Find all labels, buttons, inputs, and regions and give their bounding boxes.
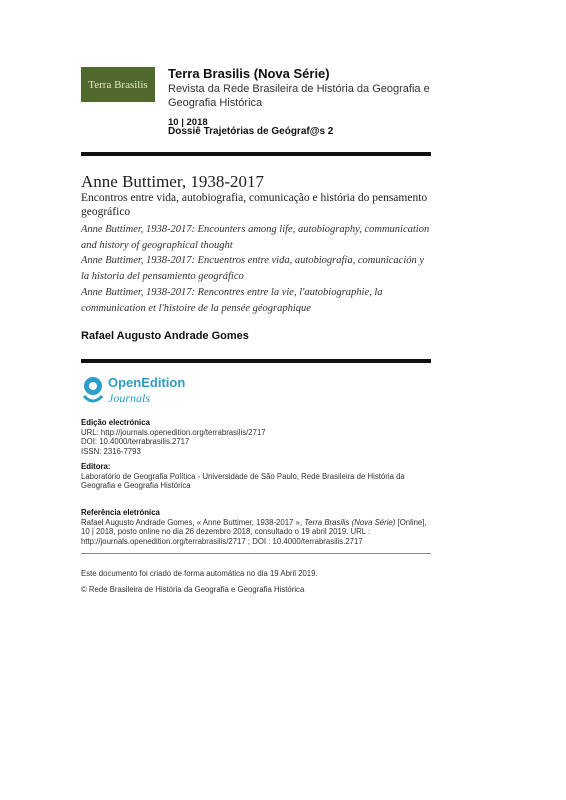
referencia-block [81,508,436,546]
referencia-journal: Terra Brasilis (Nova Série) [304,517,396,527]
article-title: Anne Buttimer, 1938-2017 [81,172,264,191]
editora-heading: Editora: [81,462,111,471]
openedition-name: OpenEdition [108,375,186,390]
article-subtitle: Encontros entre vida, autobiografia, comunicação e história do pensamento geográfico [81,192,428,218]
logo-text: Terra Brasilis [88,78,148,91]
referencia-part2: [Online], 10 | 2018, posto online no dia 26 dezembro 2018, consultado o 19 abril 2019. URL : http://journals.openedition.org/terrabrasilis/2717 ; DOI : 10.4000/terrabrasilis.2717 [81,517,427,546]
issue-number: 10 | 2018 [168,117,208,128]
alt-title-fr: Anne Buttimer, 1938-2017: Rencontres entre la vie, l'autobiographie, la communication et l'histoire de la pensée géographique [81,287,383,314]
alt-title-en: Anne Buttimer, 1938-2017: Encounters among life, autobiography, communication and history of geographical thought [81,224,430,251]
editora-text: Laboratório de Geografia Política - Universidade de São Paulo, Rede Brasileira de História da Geografia e Geografia Histórica [81,471,405,490]
edicao-url[interactable]: URL: http://journals.openedition.org/terrabrasilis/2717 [81,427,266,437]
header-divider [81,152,431,156]
edicao-heading: Edição electrónica [81,418,150,427]
edicao-doi[interactable]: DOI: 10.4000/terrabrasilis.2717 [81,437,190,446]
edicao-block [81,418,436,456]
generated-note: Este documento foi criado de forma automática no dia 19 Abril 2019. [81,569,318,578]
dossier-title: Dossiê Trajetórias de Geógraf@s 2 [168,126,334,137]
alt-title-es: Anne Buttimer, 1938-2017: Encuentros entre vida, autobiografía, comunicación y la historia del pensamiento geográfico [81,255,425,282]
referencia-text [81,518,436,547]
editora-block [81,462,436,491]
referencia-heading: Referência eletrónica [81,508,160,517]
journal-logo [81,67,155,102]
referencia-part1: Rafael Augusto Andrade Gomes, « Anne Buttimer, 1938-2017 », [81,517,305,527]
article-divider [81,359,431,363]
openedition-icon [81,376,105,406]
author-name: Rafael Augusto Andrade Gomes [81,330,249,342]
copyright-note: © Rede Brasileira de História da Geografia e Geografia Histórica [81,585,305,594]
journal-subtitle: Revista da Rede Brasileira de História da Geografia e Geografia Histórica [168,83,430,109]
journal-title: Terra Brasilis (Nova Série) [168,66,330,81]
openedition-sub: Journals [108,391,150,405]
footer-divider [81,553,431,554]
edicao-issn: ISSN: 2316-7793 [81,446,141,456]
